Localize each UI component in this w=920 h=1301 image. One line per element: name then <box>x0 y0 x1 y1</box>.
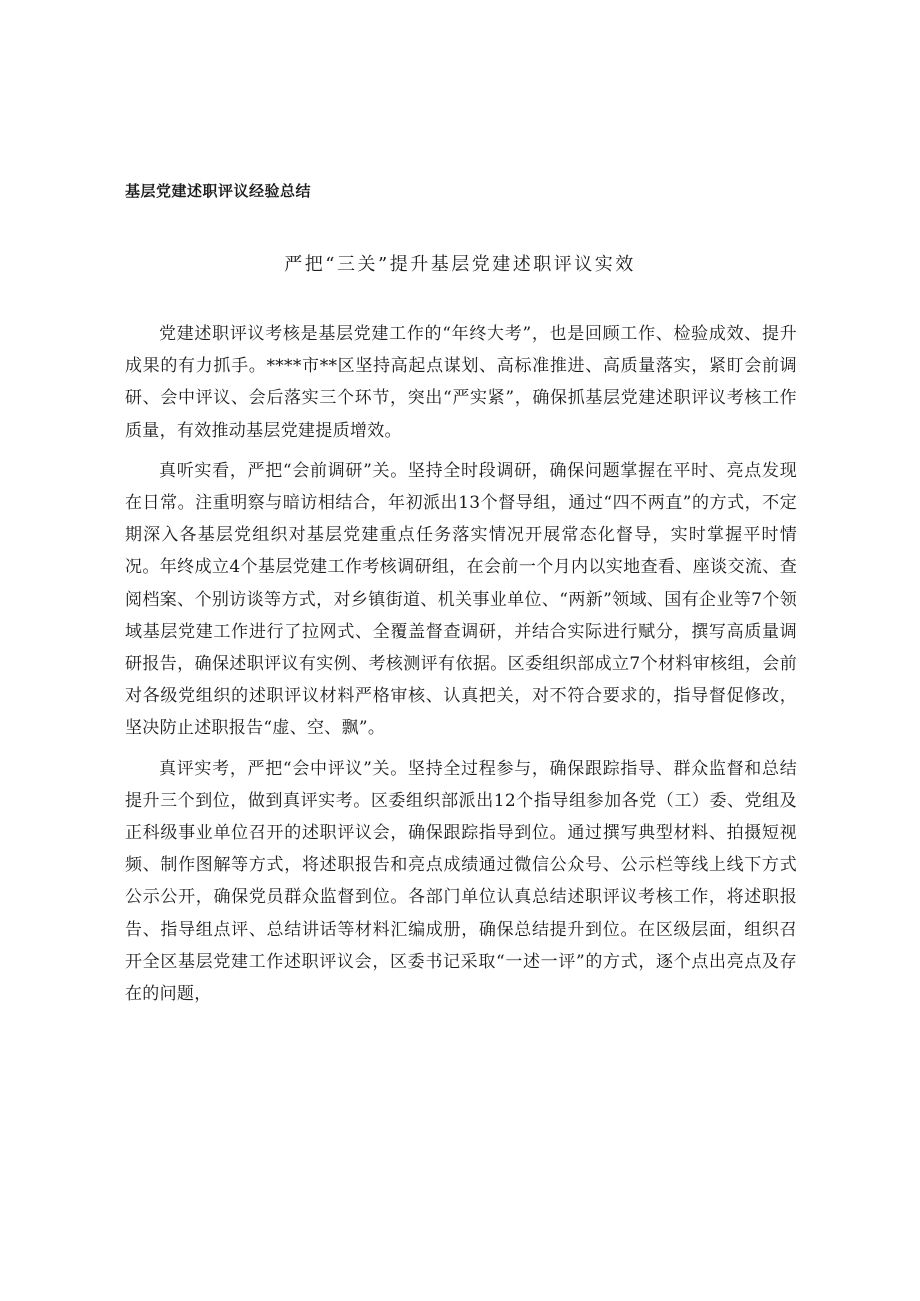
document-label: 基层党建述职评议经验总结 <box>125 182 312 200</box>
document-title: 严把“三关”提升基层党建述职评议实效 <box>284 254 636 275</box>
body-paragraph: 真评实考，严把“会中评议”关。坚持全过程参与，确保跟踪指导、群众监督和总结提升三个到位，做到真评实考。区委组织部派出12个指导组参加各党（工）委、党组及正科级事业单位召开的述职评议会，确保跟踪指导到位。通过撰写典型材料、拍摄短视频、制作图解等方式，将述职报告和亮点成绩通过微信公众号、公示栏等线上线下方式公示公开，确保党员群众监督到位。各部门单位认真总结述职评议考核工作，将述职报告、指导组点评、总结讲话等材料汇编成册，确保总结提升到位。在区级层面，组织召开全区基层党建工作述职评议会，区委书记采取“一述一评”的方式，逐个点出亮点及存在的问题， <box>125 758 797 1005</box>
body-paragraph: 党建述职评议考核是基层党建工作的“年终大考”，也是回顾工作、检验成效、提升成果的有力抓手。****市**区坚持高起点谋划、高标准推进、高质量落实，紧盯会前调研、会中评议、会后落实三个环节，突出“严实紧”，确保抓基层党建述职评议考核工作质量，有效推动基层党建提质增效。 <box>125 324 797 441</box>
body-paragraph: 真听实看，严把“会前调研”关。坚持全时段调研，确保问题掌握在平时、亮点发现在日常。注重明察与暗访相结合，年初派出13个督导组，通过“四不两直”的方式，不定期深入各基层党组织对基层党建重点任务落实情况开展常态化督导，实时掌握平时情况。年终成立4个基层党建工作考核调研组，在会前一个月内以实地查看、座谈交流、查阅档案、个别访谈等方式，对乡镇街道、机关事业单位、“两新”领域、国有企业等7个领域基层党建工作进行了拉网式、全覆盖督查调研，并结合实际进行赋分，撰写高质量调研报告，确保述职评议有实例、考核测评有依据。区委组织部成立7个材料审核组，会前对各级党组织的述职评议材料严格审核、认真把关，对不符合要求的，指导督促修改，坚决防止述职报告“虚、空、飘”。 <box>125 460 797 739</box>
document-body <box>125 318 797 1018</box>
